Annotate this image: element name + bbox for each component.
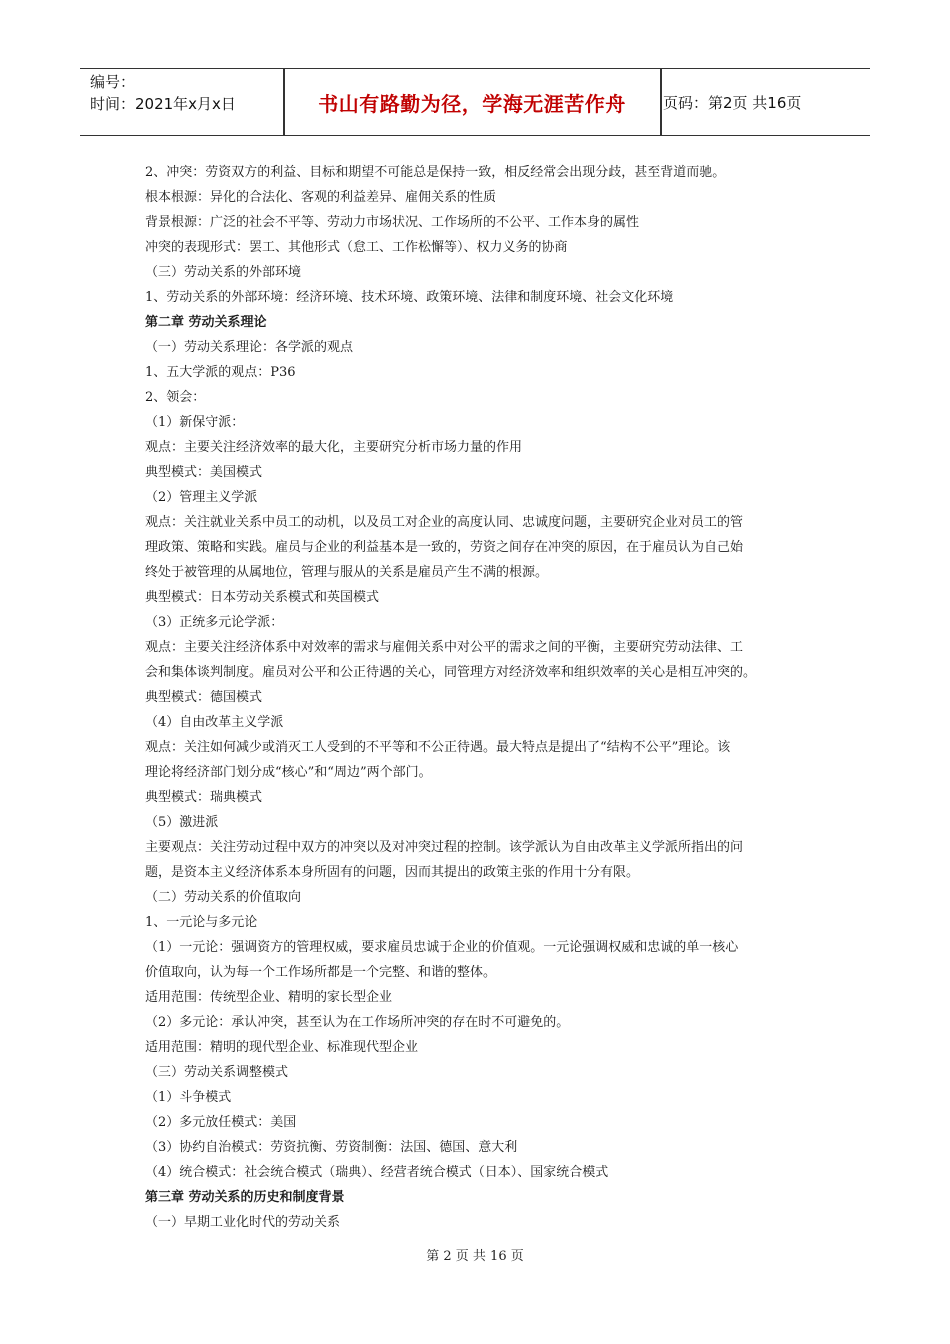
body-line: 观点：主要关注经济效率的最大化，主要研究分析市场力量的作用 <box>145 440 523 455</box>
body-line: （一）劳动关系理论：各学派的观点 <box>145 340 354 355</box>
body-line: 典型模式：日本劳动关系模式和英国模式 <box>145 590 380 605</box>
body-line: 理论将经济部门划分成“核心”和“周边”两个部门。 <box>145 765 432 780</box>
body-line: （三）劳动关系的外部环境 <box>145 265 302 280</box>
body-line: （1）一元论：强调资方的管理权威，要求雇员忠诚于企业的价值观。一元论强调权威和忠诚的单一核心 <box>145 940 739 955</box>
header-motto: 书山有路勤为径，学海无涯苦作舟 <box>318 91 626 116</box>
header-meta <box>90 71 236 115</box>
body-line: 终处于被管理的从属地位，管理与服从的关系是雇员产生不满的根源。 <box>145 565 549 580</box>
body-line: 典型模式：美国模式 <box>145 465 263 480</box>
page-footer: 第 2 页 共 16 页 <box>426 1249 524 1264</box>
body-line: （2）管理主义学派 <box>145 490 258 505</box>
body-line: 冲突的表现形式：罢工、其他形式（怠工、工作松懈等）、权力义务的协商 <box>145 240 568 255</box>
body-line: （二）劳动关系的价值取向 <box>145 890 302 905</box>
body-line: 根本根源：异化的合法化、客观的利益差异、雇佣关系的性质 <box>145 190 497 205</box>
body-line: 典型模式：德国模式 <box>145 690 263 705</box>
document-body <box>145 160 815 1235</box>
body-line: （4）统合模式：社会统合模式（瑞典）、经营者统合模式（日本）、国家统合模式 <box>145 1165 609 1180</box>
document-number-label: 编号： <box>90 73 136 91</box>
body-line: （1）斗争模式 <box>145 1090 232 1105</box>
body-line: 观点：关注如何减少或消灭工人受到的不平等和不公正待遇。最大特点是提出了“结构不公平”理论。该 <box>145 740 731 755</box>
header-page-info: 页码：第2页 共16页 <box>663 93 802 112</box>
body-line: 典型模式：瑞典模式 <box>145 790 263 805</box>
body-line: （5）激进派 <box>145 815 219 830</box>
body-line: 2、冲突：劳资双方的利益、目标和期望不可能总是保持一致，相反经常会出现分歧，甚至背道而驰。 <box>145 165 726 180</box>
body-line: （2）多元放任模式：美国 <box>145 1115 297 1130</box>
chapter-heading: 第三章 劳动关系的历史和制度背景 <box>145 1190 345 1205</box>
header-divider-right <box>660 69 662 135</box>
body-line: 1、一元论与多元论 <box>145 915 258 930</box>
body-line: 理政策、策略和实践。雇员与企业的利益基本是一致的，劳资之间存在冲突的原因，在于雇员认为自己始 <box>145 540 744 555</box>
body-line: （一）早期工业化时代的劳动关系 <box>145 1215 341 1230</box>
body-line: 适用范围：精明的现代型企业、标准现代型企业 <box>145 1040 419 1055</box>
body-line: 2、领会： <box>145 390 206 405</box>
body-line: 主要观点：关注劳动过程中双方的冲突以及对冲突过程的控制。该学派认为自由改革主义学派所指出的问 <box>145 840 744 855</box>
body-line: （3）协约自治模式：劳资抗衡、劳资制衡：法国、德国、意大利 <box>145 1140 518 1155</box>
body-line: 价值取向，认为每一个工作场所都是一个完整、和谐的整体。 <box>145 965 497 980</box>
body-line: （1）新保守派： <box>145 415 245 430</box>
body-line: 背景根源：广泛的社会不平等、劳动力市场状况、工作场所的不公平、工作本身的属性 <box>145 215 640 230</box>
body-line: （三）劳动关系调整模式 <box>145 1065 289 1080</box>
body-line: 适用范围：传统型企业、精明的家长型企业 <box>145 990 393 1005</box>
body-line: （2）多元论：承认冲突，甚至认为在工作场所冲突的存在时不可避免的。 <box>145 1015 570 1030</box>
body-line: 1、劳动关系的外部环境：经济环境、技术环境、政策环境、法律和制度环境、社会文化环境 <box>145 290 674 305</box>
page-header <box>80 68 870 136</box>
document-time-label: 时间：2021年x月x日 <box>90 95 236 113</box>
body-line: 1、五大学派的观点：P36 <box>145 365 296 380</box>
body-line: （4）自由改革主义学派 <box>145 715 284 730</box>
body-line: 会和集体谈判制度。雇员对公平和公正待遇的关心，同管理方对经济效率和组织效率的关心是相互冲突的。 <box>145 665 757 680</box>
body-line: （3）正统多元论学派： <box>145 615 284 630</box>
chapter-heading: 第二章 劳动关系理论 <box>145 315 267 330</box>
body-line: 题，是资本主义经济体系本身所固有的问题，因而其提出的政策主张的作用十分有限。 <box>145 865 640 880</box>
body-line: 观点：关注就业关系中员工的动机，以及员工对企业的高度认同、忠诚度问题，主要研究企业对员工的管 <box>145 515 744 530</box>
body-line: 观点：主要关注经济体系中对效率的需求与雇佣关系中对公平的需求之间的平衡，主要研究劳动法律、工 <box>145 640 744 655</box>
